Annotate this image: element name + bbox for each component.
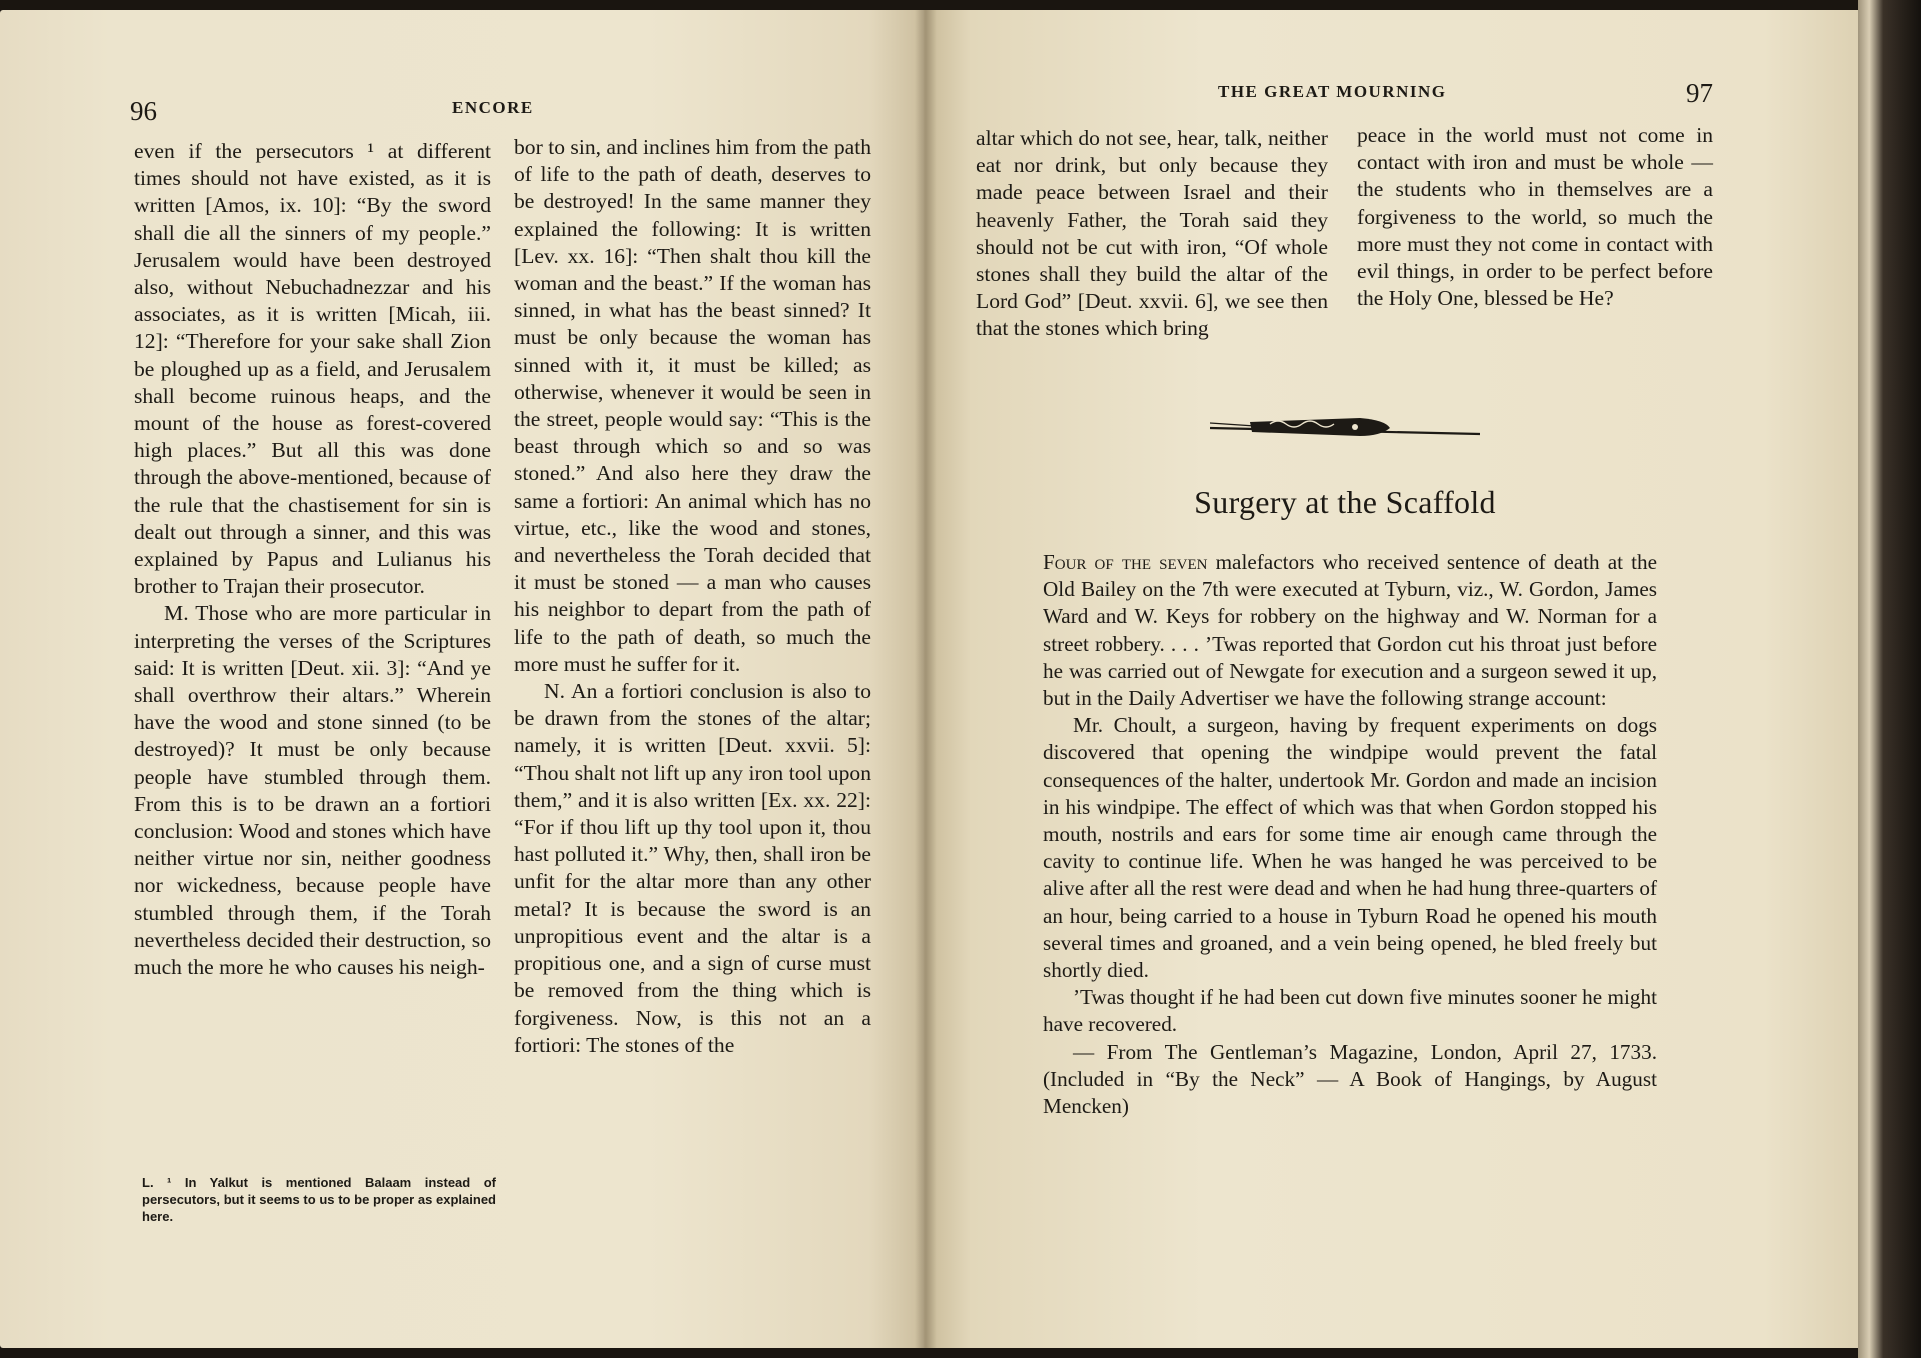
article-body: [1043, 549, 1657, 1120]
article-title: Surgery at the Scaffold: [1194, 484, 1496, 520]
running-head-right: THE GREAT MOURNING: [1218, 82, 1447, 101]
paragraph: N. An a fortiori conclusion is also to be drawn from the stones of the altar; namely, it is written [Deut. xxvii. 5]: “Thou shalt not lift up any iron tool upon them,” and it is also written [Ex. xx. 22]: “For if thou lift up thy tool upon it, thou hast polluted it.” Why, then, shall iron be unfit for the altar more than any other metal? It is because the sword is an unpropitious event and the altar is a propitious one, and a sign of curse must be removed from the thing which is forgiveness. Now, is this not an a fortiori: The stones of the: [514, 679, 871, 1057]
running-head-left: ENCORE: [452, 98, 534, 117]
left-column-1: [134, 138, 491, 981]
paragraph: altar which do not see, hear, talk, neither eat nor drink, but only because they made peace between Israel and their heavenly Father, the Torah said they should not be cut with iron, “Of whole stones shall they build the altar of the Lord God” [Deut. xxvii. 6], we see then that the stones which bring: [976, 126, 1328, 341]
page-number-left: 96: [130, 96, 157, 126]
pen-ornament-icon: [1210, 410, 1482, 446]
page-number-right: 97: [1686, 78, 1713, 108]
right-column-1: [976, 125, 1328, 343]
paragraph: bor to sin, and inclines him from the path of life to the path of death, deserves to be destroyed! In the same manner they explained the following: It is written [Lev. xx. 16]: “Then shalt thou kill the woman and the beast.” If the woman has sinned, in what has the beast sinned? It must be only because the woman has sinned with it, it must be killed; as otherwise, whenever it would be seen in the street, people would say: “This is the beast through which so and so was stoned.” And also here they draw the same a fortiori: An animal which has no virtue, etc., like the wood and stones, and nevertheless the Torah decided that it must be stoned — a man who causes his neighbor to depart from the path of life to the path of death, so much the more must he suffer for it.: [514, 135, 871, 676]
article-source: — From The Gentleman’s Magazine, London, April 27, 1733. (Included in “By the Neck” — A Book of Hangings, by August Mencken): [1043, 1039, 1657, 1119]
footnote: L. ¹ In Yalkut is mentioned Balaam instead of persecutors, but it seems to us to be proper as explained here.: [142, 1175, 496, 1224]
page-edges: [1858, 0, 1921, 1358]
paragraph: even if the persecutors ¹ at different times should not have existed, as it is written [Amos, ix. 10]: “By the sword shall die all the sinners of my people.” Jerusalem would have been destroyed also, without Nebuchadnezzar and his associates, as it is written [Micah, iii. 12]: “Therefore for your sake shall Zion be ploughed up as a field, and Jerusalem shall become ruinous heaps, and the mount of the house as forest-covered high places.” But all this was done through the above-mentioned, because of the rule that the chastisement for sin is dealt out through a sinner, and this was explained by Papus and Lulianus his brother to Trajan their prosecutor.: [134, 139, 491, 599]
paragraph-text: malefactors who received sentence of death at the Old Bailey on the 7th were executed at Tyburn, viz., W. Gordon, James Ward and W. Keys for robbery on the highway and W. Norman for a street robbery. . . . ’Twas reported that Gordon cut his throat just before he was carried out of Newgate for execution and a surgeon sewed it up, but in the Daily Advertiser we have the following strange account:: [1043, 550, 1658, 711]
left-column-2: [514, 134, 871, 1059]
article-paragraph-3: ’Twas thought if he had been cut down five minutes sooner he might have recovered.: [1043, 985, 1657, 1037]
article-paragraph-1: [1043, 549, 1657, 712]
lead-smallcaps: Four of the seven: [1043, 550, 1208, 574]
right-column-2: [1357, 122, 1713, 312]
paragraph: peace in the world must not come in contact with iron and must be whole — the students who in themselves are a forgiveness to the world, so much the more must they not come in contact with evil things, in order to be perfect before the Holy One, blessed be He?: [1357, 123, 1713, 311]
book-gutter: [915, 10, 937, 1348]
article-paragraph-2: Mr. Choult, a surgeon, having by frequent experiments on dogs discovered that opening the windpipe would prevent the fatal consequences of the halter, undertook Mr. Gordon and made an incision in his windpipe. The effect of which was that when Gordon stopped his mouth, nostrils and ears for some time air enough came through the cavity to continue life. When he was hanged he was perceived to be alive after all the rest were dead and when he had hung three-quarters of an hour, being carried to a house in Tyburn Road he opened his mouth several times and groaned, and a vein being opened, he bled freely but shortly died.: [1043, 713, 1657, 983]
paragraph: M. Those who are more particular in interpreting the verses of the Scriptures said: It is written [Deut. xii. 3]: “And ye shall overthrow their altars.” Wherein have the wood and stone sinned (to be destroyed)? It must be only because people have stumbled through them. From this is to be drawn an a fortiori conclusion: Wood and stones which have neither virtue nor sin, neither goodness nor wickedness, because people have stumbled through them, if the Torah nevertheless decided their destruction, so much the more he who causes his neigh-: [134, 601, 491, 980]
